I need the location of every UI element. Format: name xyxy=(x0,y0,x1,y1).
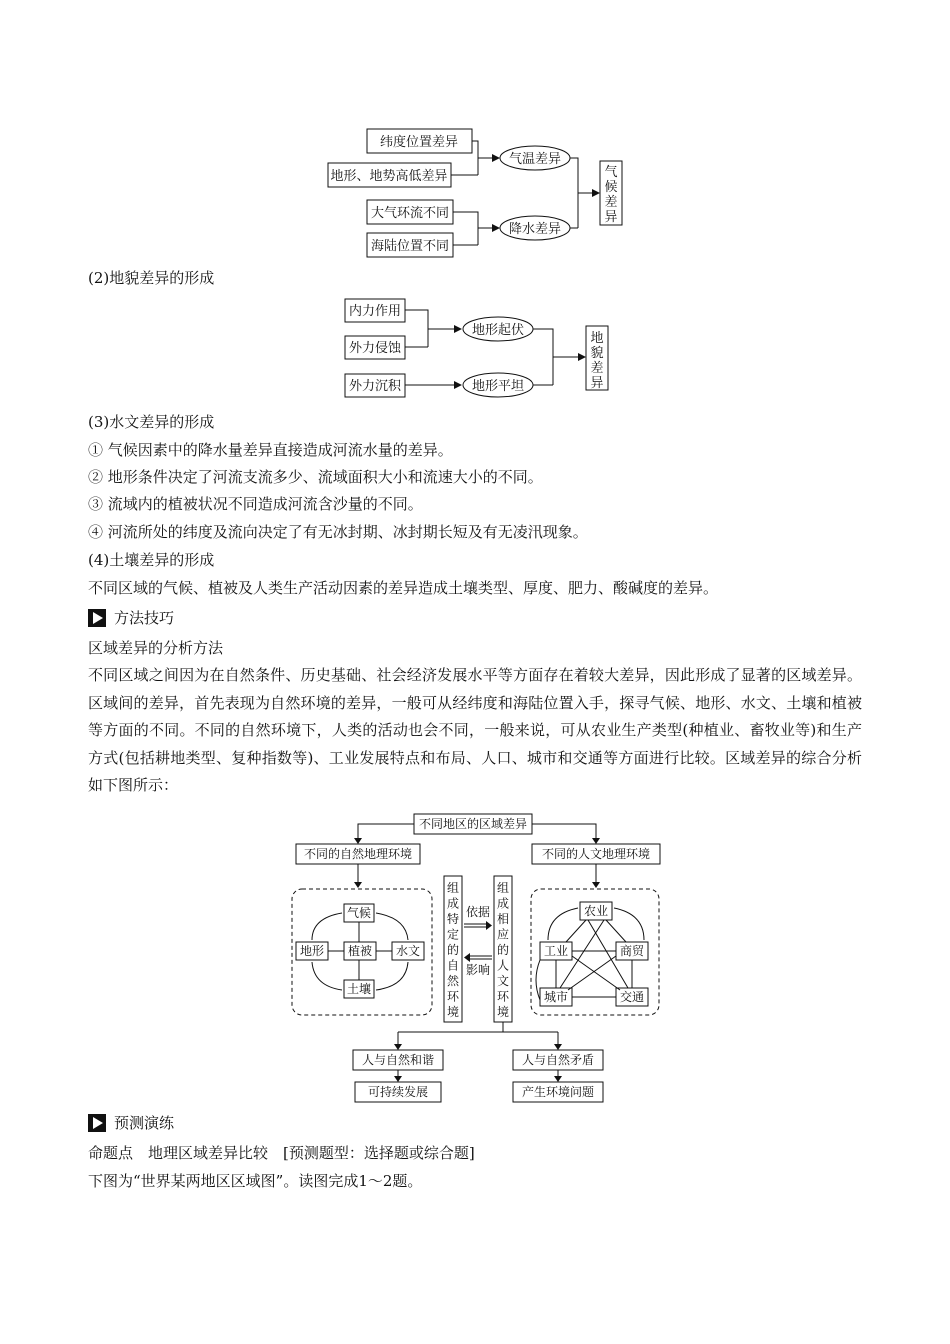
vertical-char: 成 xyxy=(496,896,510,911)
landform-result xyxy=(590,330,603,391)
hydro-item-4: ④ 河流所处的纬度及流向决定了有无冰封期、冰封期长短及有无凌汛现象。 xyxy=(88,523,588,541)
play-triangle-icon xyxy=(88,609,106,627)
human-commerce: 商贸 xyxy=(619,944,645,958)
climate-input-3: 大气环流不同 xyxy=(370,206,450,221)
svg-text:气候差异: 气候差异 xyxy=(604,165,618,225)
human-city: 城市 xyxy=(543,990,569,1004)
landform-heading: (2)地貌差异的形成 xyxy=(88,269,215,287)
method-text: 不同区域之间因为在自然条件、历史基础、社会经济发展水平等方面存在着较大差异，因此形成了显著的区域差异。区域间的差异，首先表现为自然环境的差异，一般可从经纬度和海陆位置入手，探寻气候、地形、水文、土壤和植被等方面的不同。不同的自然环境下，人类的活动也会不同，一般来说，可从农业生产类型(种植业、畜牧业等)和生产方式(包括耕地类型、复种指数等)、工业发展特点和布局、人口、城市和交通等方面进行比较。区域差异的综合分析如下图所示： xyxy=(88,666,862,794)
region-top: 不同地区的区域差异 xyxy=(418,817,528,831)
soil-heading: (4)土壤差异的形成 xyxy=(88,551,215,569)
svg-text:地形平坦: 地形平坦 xyxy=(471,379,525,394)
human-agriculture: 农业 xyxy=(583,904,609,918)
landform-input-1: 内力作用 xyxy=(348,304,402,319)
hydro-item-1: ① 气候因素中的降水量差异直接造成河流水量的差异。 xyxy=(88,441,453,459)
natural-hydrology: 水文 xyxy=(395,944,421,958)
vertical-char: 特 xyxy=(446,912,460,926)
landform-input-2: 外力侵蚀 xyxy=(348,341,402,356)
center-right-text xyxy=(497,881,510,1019)
question-intro: 下图为“世界某两地区区域图”。读图完成1～2题。 xyxy=(88,1172,423,1190)
climate-input-4: 海陆位置不同 xyxy=(370,239,450,254)
vertical-char: 相 xyxy=(496,912,510,926)
vertical-char: 境 xyxy=(446,1005,460,1019)
bottom-conflict: 人与自然矛盾 xyxy=(521,1053,595,1067)
vertical-char: 的 xyxy=(446,943,460,957)
hydro-item-2: ② 地形条件决定了河流支流多少、流域面积大小和流速大小的不同。 xyxy=(88,468,543,486)
vertical-char: 组 xyxy=(446,881,460,895)
hydro-item-3: ③ 流域内的植被状况不同造成河流含沙量的不同。 xyxy=(88,495,423,513)
vertical-char: 自 xyxy=(446,958,460,973)
human-industry: 工业 xyxy=(543,944,569,958)
predict-header: 预测演练 xyxy=(88,1113,174,1133)
climate-diagram xyxy=(320,120,640,260)
vertical-char: 应 xyxy=(496,927,510,942)
climate-input-1: 纬度位置差异 xyxy=(379,135,459,150)
region-left-title: 不同的自然地理环境 xyxy=(303,847,413,861)
landform-input-3: 外力沉积 xyxy=(348,379,402,394)
outcome-problems: 产生环境问题 xyxy=(521,1085,595,1099)
svg-text:气温差异: 气温差异 xyxy=(508,152,562,167)
outcome-sustainable: 可持续发展 xyxy=(367,1085,429,1099)
natural-landform: 地形 xyxy=(299,944,325,958)
svg-text:降水差异: 降水差异 xyxy=(508,222,562,237)
method-title: 区域差异的分析方法 xyxy=(88,639,224,657)
natural-soil: 土壤 xyxy=(346,982,372,996)
vertical-char: 环 xyxy=(496,989,510,1004)
human-transport: 交通 xyxy=(619,990,645,1004)
vertical-char: 人 xyxy=(496,958,510,973)
center-left-text xyxy=(447,881,460,1019)
basis-label: 依据 xyxy=(465,905,491,919)
vertical-char: 成 xyxy=(446,896,460,911)
vertical-char: 的 xyxy=(496,943,510,957)
vertical-char: 然 xyxy=(446,974,460,988)
hydro-heading: (3)水文差异的形成 xyxy=(88,413,215,431)
region-diagram xyxy=(288,810,668,1105)
climate-input-2: 地形、地势高低差异 xyxy=(330,169,448,184)
proposition-line: 命题点 地理区域差异比较 [预测题型：选择题或综合题] xyxy=(88,1144,475,1162)
vertical-char: 文 xyxy=(496,974,510,988)
play-triangle-icon xyxy=(88,1114,106,1132)
bottom-harmony: 人与自然和谐 xyxy=(361,1053,435,1067)
region-right-title: 不同的人文地理环境 xyxy=(541,847,651,861)
soil-text: 不同区域的气候、植被及人类生产活动因素的差异造成土壤类型、厚度、肥力、酸碱度的差异。 xyxy=(88,579,719,597)
natural-vegetation: 植被 xyxy=(347,944,373,958)
vertical-char: 定 xyxy=(446,927,460,942)
influence-label: 影响 xyxy=(465,963,491,977)
climate-result xyxy=(604,165,617,225)
svg-text:地形起伏: 地形起伏 xyxy=(471,323,525,338)
vertical-char: 环 xyxy=(446,989,460,1004)
vertical-char: 境 xyxy=(496,1005,510,1019)
svg-text:地貌差异: 地貌差异 xyxy=(590,331,604,391)
vertical-char: 组 xyxy=(496,881,510,895)
natural-climate: 气候 xyxy=(346,906,372,920)
method-header: 方法技巧 xyxy=(88,608,174,628)
landform-diagram xyxy=(336,292,636,402)
